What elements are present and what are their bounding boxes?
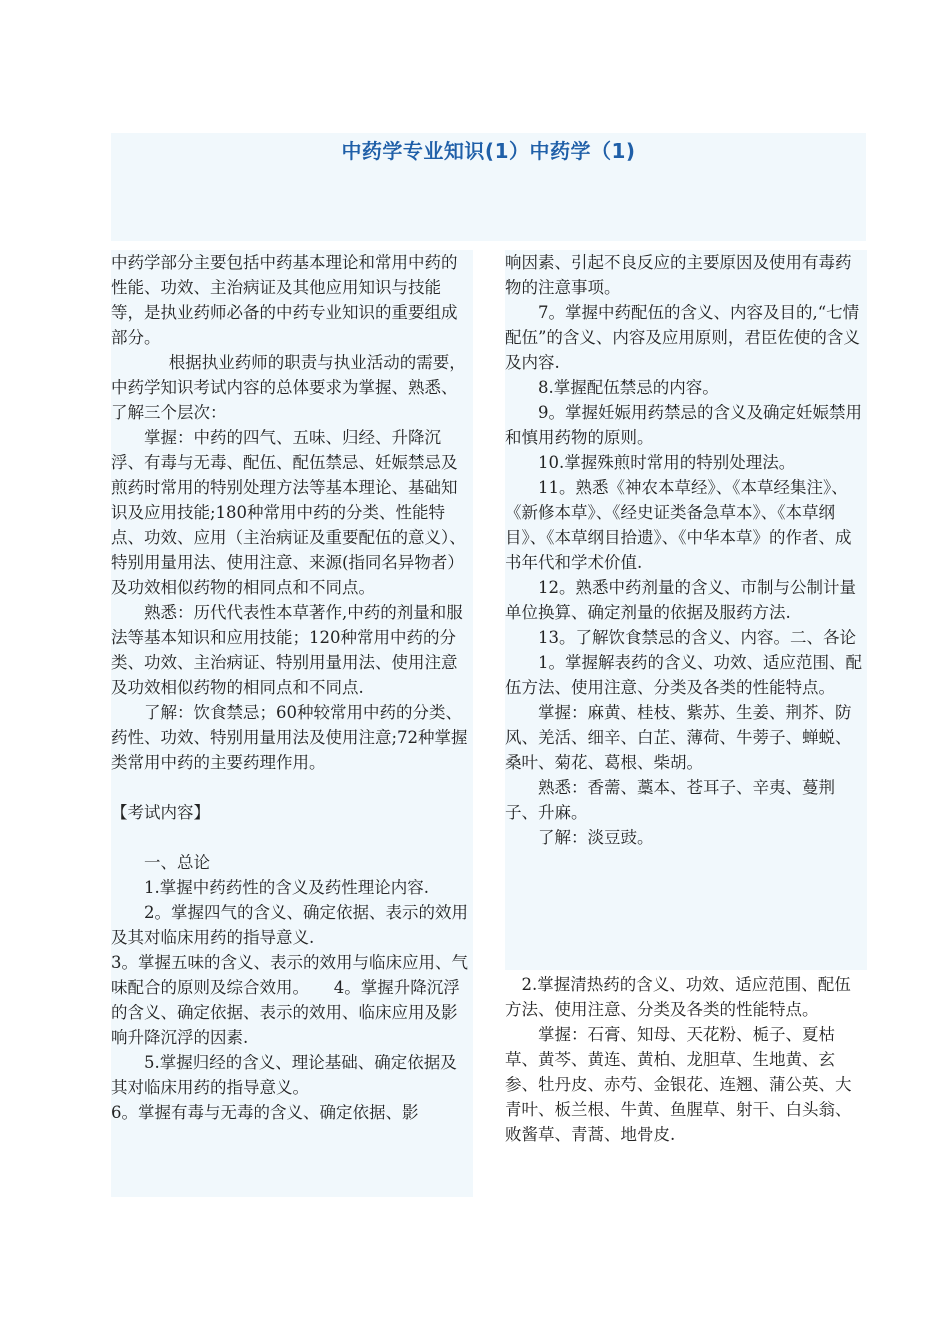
paragraph: 掌握：石膏、知母、天花粉、栀子、夏枯草、黄芩、黄连、黄柏、龙胆草、生地黄、玄参、牡丹皮、赤芍、金银花、连翘、蒲公英、大青叶、板兰根、牛黄、鱼腥草、射干、白头翁、败酱草、青蒿、地骨皮. — [505, 1025, 852, 1144]
paragraph: 9。掌握妊娠用药禁忌的含义及确定妊娠禁用和慎用药物的原则。 — [505, 403, 862, 447]
paragraph: 3。掌握五味的含义、表示的效用与临床应用、气味配合的原则及综合效用。 4。掌握升降沉浮的含义、确定依据、表示的效用、临床应用及影响升降沉浮的因素. — [111, 953, 468, 1047]
paragraph: 2.掌握清热药的含义、功效、适应范围、配伍方法、使用注意、分类及各类的性能特点。 — [505, 975, 851, 1019]
paragraph: 11。熟悉《神农本草经》、《本草经集注》、《新修本草》、《经史证类备急草本》、《本草纲目》、《本草纲目拾遗》、《中华本草》的作者、成书年代和学术价值. — [505, 478, 852, 572]
paragraph: 13。了解饮食禁忌的含义、内容。二、各论 — [538, 628, 856, 647]
paragraph: 了解：淡豆豉。 — [538, 828, 654, 847]
paragraph: 响因素、引起不良反应的主要原因及使用有毒药物的注意事项。 — [505, 253, 852, 297]
right-column-bottom — [505, 972, 867, 1147]
paragraph: 中药学部分主要包括中药基本理论和常用中药的性能、功效、主治病证及其他应用知识与技能等，是执业药师必备的中药专业知识的重要组成部分。 — [111, 253, 458, 347]
paragraph: 了解：饮食禁忌；60种较常用中药的分类、药性、功效、特别用量用法及使用注意;72种掌握类常用中药的主要药理作用。 — [111, 703, 468, 772]
paragraph: 5.掌握归经的含义、理论基础、确定依据及其对临床用药的指导意义。 — [111, 1053, 457, 1097]
paragraph: 1。掌握解表药的含义、功效、适应范围、配伍方法、使用注意、分类及各类的性能特点。 — [505, 653, 862, 697]
title-band — [111, 133, 866, 241]
paragraph: 10.掌握殊煎时常用的特别处理法。 — [538, 453, 796, 472]
paragraph: 熟悉：历代代表性本草著作,中药的剂量和服法等基本知识和应用技能；120种常用中药的分类、功效、主治病证、特别用量用法、使用注意及功效相似药物的相同点和不同点. — [111, 603, 463, 697]
paragraph: 2。掌握四气的含义、确定依据、表示的效用及其对临床用药的指导意义. — [111, 903, 468, 947]
paragraph: 掌握：中药的四气、五味、归经、升降沉浮、有毒与无毒、配伍、配伍禁忌、妊娠禁忌及煎药时常用的特别处理方法等基本理论、基础知识及应用技能;180种常用中药的分类、性能特点、功效、应用（主治病证及重要配伍的意义）、特别用量用法、使用注意、来源(指同名异物者）及功效相似药物的相同点和不同点。 — [111, 428, 466, 597]
right-column-top — [505, 250, 867, 970]
paragraph: 熟悉：香薷、藁本、苍耳子、辛夷、蔓荆子、升麻。 — [505, 778, 835, 822]
paragraph: 掌握：麻黄、桂枝、紫苏、生姜、荆芥、防风、羌活、细辛、白芷、薄荷、牛蒡子、蝉蜕、桑叶、菊花、葛根、柴胡。 — [505, 703, 852, 772]
paragraph: 8.掌握配伍禁忌的内容。 — [538, 378, 719, 397]
section-heading: 【考试内容】 — [111, 803, 210, 822]
paragraph: 1.掌握中药药性的含义及药性理论内容. — [144, 878, 429, 897]
left-column — [111, 250, 473, 1197]
paragraph: 12。熟悉中药剂量的含义、市制与公制计量单位换算、确定剂量的依据及服药方法. — [505, 578, 856, 622]
paragraph: 6。掌握有毒与无毒的含义、确定依据、影 — [111, 1103, 419, 1122]
paragraph: 根据执业药师的职责与执业活动的需要，中药学知识考试内容的总体要求为掌握、熟悉、了解三个层次： — [111, 353, 466, 422]
paragraph: 7。掌握中药配伍的含义、内容及目的,“七情配伍”的含义、内容及应用原则，君臣佐使的含义及内容. — [505, 303, 860, 372]
section-heading: 一、总论 — [144, 853, 210, 872]
page-title: 中药学专业知识(1）中药学（1) — [341, 139, 636, 163]
